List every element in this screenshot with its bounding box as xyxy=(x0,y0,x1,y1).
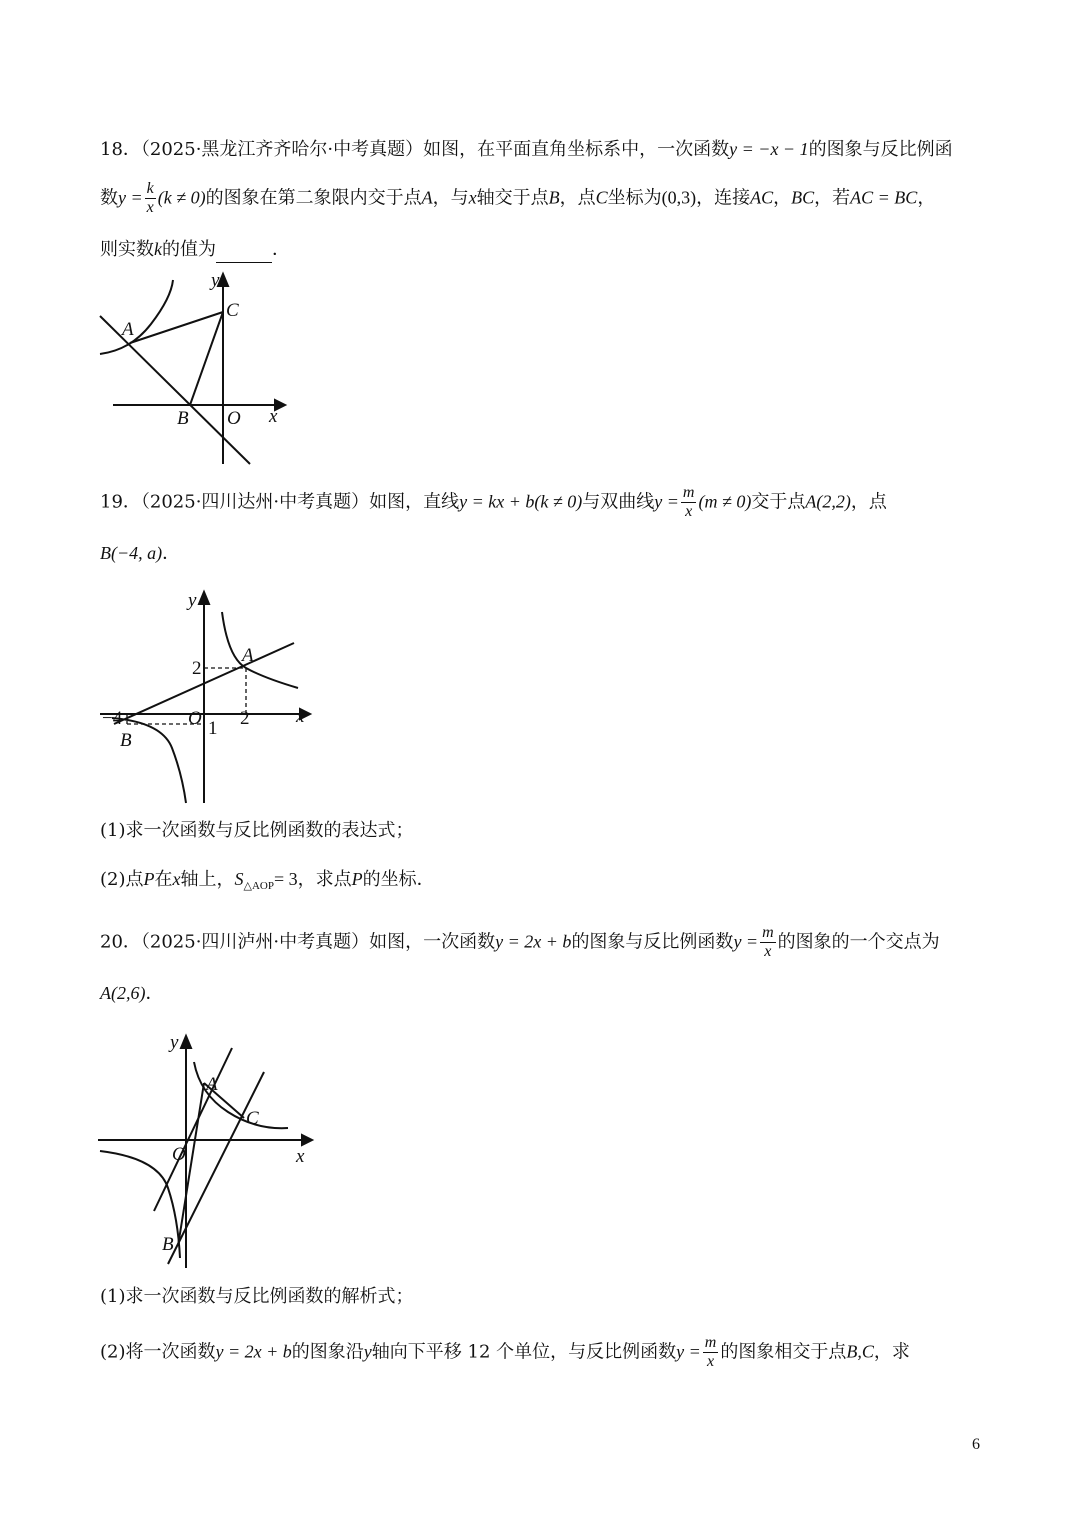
q20-figure xyxy=(98,1028,318,1272)
q19-figure xyxy=(100,588,320,808)
q20-label-y: y xyxy=(170,1032,179,1053)
q19-label-B: B xyxy=(120,730,132,751)
q18-line-1: 18．（2025·黑龙江齐齐哈尔·中考真题）如图，在平面直角坐标系中，一次函数y = −x − 1的图象与反比例函 xyxy=(100,139,953,160)
q20-label-O: O xyxy=(172,1144,186,1165)
q19-label-x: x xyxy=(296,706,305,727)
q18-label-B: B xyxy=(177,408,189,429)
answer-blank xyxy=(216,244,272,263)
q20-part-1: (1)求一次函数与反比例函数的解析式； xyxy=(100,1286,414,1307)
q19-line-1: 19．（2025·四川达州·中考真题）如图，直线y = kx + b(k ≠ 0)与双曲线y = $\frac{m}{x}$ (m ≠ 0)交于点A(2,2)，点 xyxy=(100,484,887,520)
q18-eq-linear: y = −x − 1 xyxy=(729,139,809,159)
q19-label-2-y: 2 xyxy=(192,658,202,679)
q19-label-neg4: −4 xyxy=(102,708,123,729)
page-number: 6 xyxy=(972,1436,980,1453)
q18-label-x: x xyxy=(269,406,278,427)
q20-label-A: A xyxy=(206,1074,218,1095)
q18-line-2: 数y = $\frac{k}{x}$ (k ≠ 0)的图象在第二象限内交于点A，与x轴交于点B，点C坐标为(0,3)，连接AC，BC，若AC = BC， xyxy=(100,180,936,216)
q19-fraction: $\frac{m}{x}$ xyxy=(682,484,695,520)
q20-label-x: x xyxy=(296,1146,305,1167)
q19-label-y: y xyxy=(188,590,197,611)
q19-part-1: (1)求一次函数与反比例函数的表达式； xyxy=(100,820,414,841)
q19-label-2-x: 2 xyxy=(240,708,250,729)
q19-label-1: 1 xyxy=(208,718,218,739)
q18-label-A: A xyxy=(122,319,134,340)
q19-line-2: B(−4, a)． xyxy=(100,543,181,564)
q20-line-1: 20．（2025·四川泸州·中考真题）如图，一次函数y = 2x + b的图象与反比例函数y = $\frac{m}{x}$ 的图象的一个交点为 xyxy=(100,924,940,960)
q20-fraction: $\frac{m}{x}$ xyxy=(762,924,774,960)
q20-line-2: A(2,6)． xyxy=(100,983,164,1004)
q20-label-B: B xyxy=(162,1234,174,1255)
q19-label-O: O xyxy=(188,708,202,729)
q20-part-2: (2)将一次函数y = 2x + b的图象沿y轴向下平移 12 个单位，与反比例函数y = $\frac{m}{x}$ 的图象相交于点B,C，求 xyxy=(100,1334,910,1370)
q18-label-y: y xyxy=(211,270,220,291)
q20-label-C: C xyxy=(246,1108,259,1129)
q18-line-3: 则实数k的值为 ． xyxy=(100,236,290,263)
q18-fraction: $\frac{k}{x}$ xyxy=(146,180,154,216)
q18-figure xyxy=(95,268,285,468)
q20-part2-fraction: $\frac{m}{x}$ xyxy=(704,1334,717,1370)
q18-label-O: O xyxy=(227,408,241,429)
q19-label-A: A xyxy=(242,645,254,666)
q18-label-C: C xyxy=(226,300,239,321)
q19-part-2: (2)点P在x轴上，$S_{\triangle AOP}= 3$，求点P的坐标． xyxy=(100,869,435,892)
